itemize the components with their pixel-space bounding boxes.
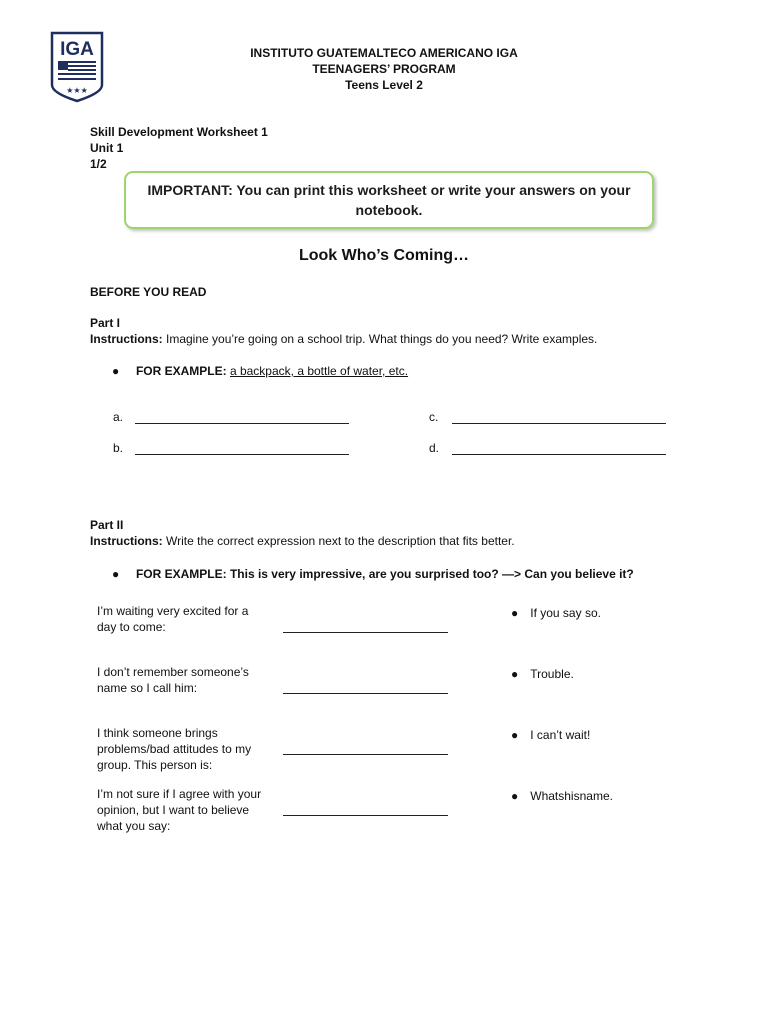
option-2: ● Trouble. <box>511 667 574 681</box>
bullet-icon: ● <box>511 606 519 620</box>
school-name: INSTITUTO GUATEMALTECO AMERICANO IGA <box>250 46 518 60</box>
important-notice <box>124 171 654 229</box>
part1-instructions: Instructions: Imagine you’re going on a school trip. What things do you need? Write examples. <box>90 332 598 346</box>
option-4: ● Whatshisname. <box>511 789 613 803</box>
option-3: ● I can’t wait! <box>511 728 591 742</box>
description-3: I think someone brings problems/bad attitudes to my group. This person is: <box>97 726 252 772</box>
page-title: Look Who’s Coming… <box>298 247 470 264</box>
answer-line-b[interactable] <box>135 454 349 455</box>
part1-example: ● FOR EXAMPLE: a backpack, a bottle of water, etc. <box>112 364 409 378</box>
page-number: 1/2 <box>90 157 107 171</box>
option-1: ● If you say so. <box>511 606 601 620</box>
unit-label: Unit 1 <box>90 141 124 155</box>
section-heading: BEFORE YOU READ <box>90 285 207 299</box>
label-c: c. <box>429 410 439 424</box>
program-name: TEENAGERS’ PROGRAM <box>312 62 456 76</box>
bullet-icon: ● <box>112 364 120 378</box>
bullet-icon: ● <box>511 789 519 803</box>
bullet-icon: ● <box>112 567 120 581</box>
notice-text: IMPORTANT: You can print this worksheet or write your answers on your notebook. <box>147 182 631 218</box>
label-a: a. <box>113 410 124 424</box>
bullet-icon: ● <box>511 667 519 681</box>
worksheet-title: Skill Development Worksheet 1 <box>90 125 268 139</box>
part1-heading: Part I <box>90 316 121 330</box>
match-line-1[interactable] <box>283 632 448 633</box>
answer-line-d[interactable] <box>452 454 666 455</box>
part2-instructions: Instructions: Write the correct expression next to the description that fits better. <box>90 534 515 548</box>
match-line-4[interactable] <box>283 815 448 816</box>
answer-line-c[interactable] <box>452 423 666 424</box>
label-b: b. <box>113 441 124 455</box>
bullet-icon: ● <box>511 728 519 742</box>
part2-heading: Part II <box>90 518 124 532</box>
match-line-2[interactable] <box>283 693 448 694</box>
description-4: I’m not sure if I agree with your opinion, but I want to believe what you say: <box>97 787 262 833</box>
svg-text:★★★: ★★★ <box>66 86 88 95</box>
logo-text: IGA <box>60 39 94 60</box>
label-d: d. <box>429 441 440 455</box>
level-name: Teens Level 2 <box>345 78 423 92</box>
answer-line-a[interactable] <box>135 423 349 424</box>
description-1: I’m waiting very excited for a day to come: <box>97 604 249 634</box>
description-2: I don’t remember someone’s name so I call him: <box>97 665 249 695</box>
part2-example: ● FOR EXAMPLE: This is very impressive, are you surprised too? —> Can you believe it? <box>112 567 634 581</box>
match-line-3[interactable] <box>283 754 448 755</box>
